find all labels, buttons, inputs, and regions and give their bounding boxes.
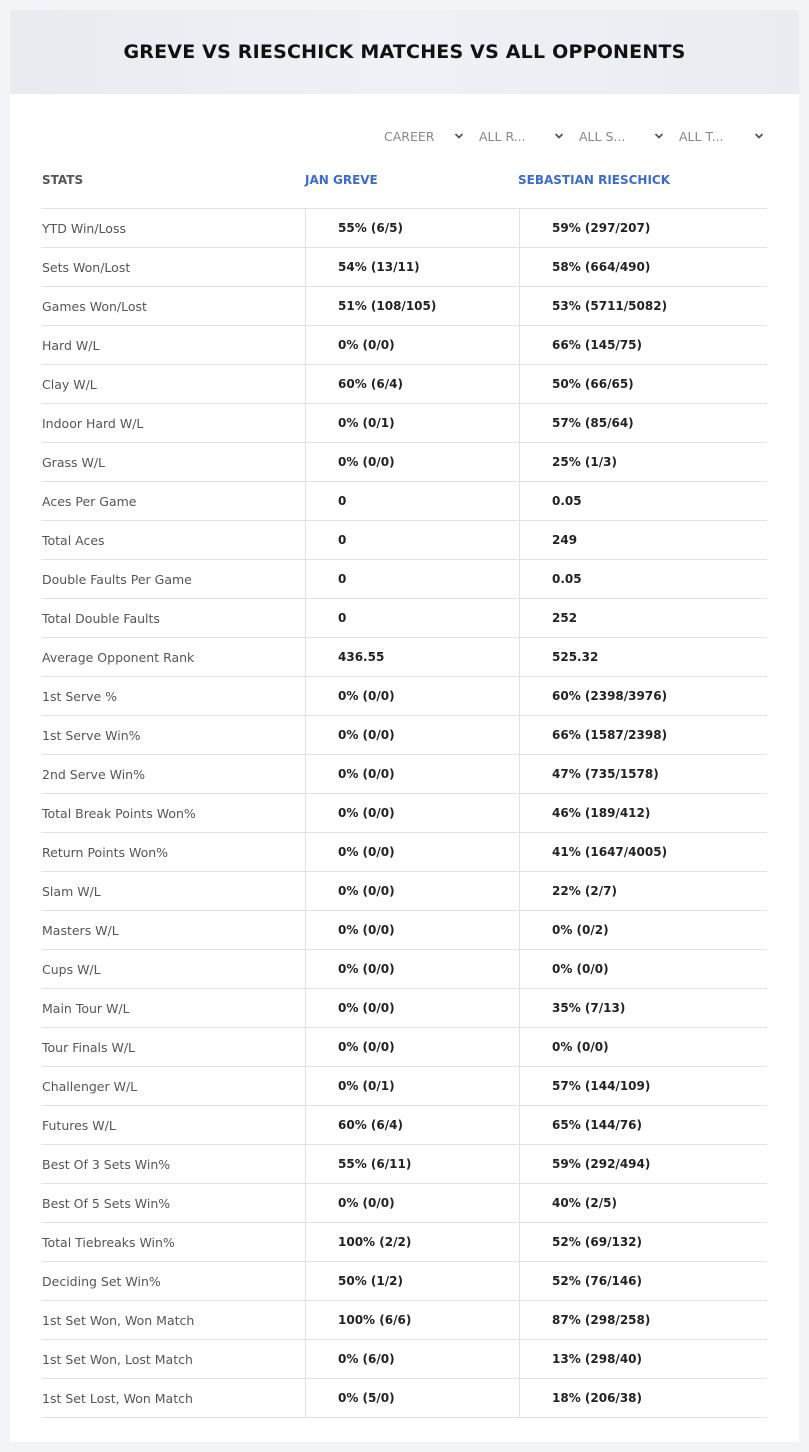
player2-value: 35% (7/13)	[519, 989, 767, 1028]
stat-label: Grass W/L	[42, 454, 106, 470]
stat-label: 1st Set Won, Won Match	[42, 1312, 195, 1328]
filter-bar	[10, 126, 799, 146]
player2-value: 53% (5711/5082)	[519, 287, 767, 326]
stat-label: Best Of 5 Sets Win%	[42, 1195, 171, 1211]
player1-value: 0	[305, 482, 519, 521]
player2-value: 0% (0/0)	[519, 1028, 767, 1067]
stat-label: Indoor Hard W/L	[42, 415, 144, 431]
table-row	[42, 560, 767, 599]
player1-value: 0	[305, 599, 519, 638]
player2-value: 66% (145/75)	[519, 326, 767, 365]
player1-value: 0% (0/0)	[305, 443, 519, 482]
column-header-player1-link[interactable]: JAN GREVE	[305, 173, 378, 187]
player2-value: 66% (1587/2398)	[519, 716, 767, 755]
stat-label: YTD Win/Loss	[42, 220, 126, 236]
stat-label: Total Double Faults	[42, 610, 160, 626]
page-title: GREVE VS RIESCHICK MATCHES VS ALL OPPONENTS	[123, 41, 686, 63]
table-row	[42, 287, 767, 326]
stats-card	[10, 10, 799, 1442]
filter-career-select[interactable]	[384, 126, 464, 146]
player2-value: 0.05	[519, 560, 767, 599]
table-row	[42, 1379, 767, 1418]
page-header	[10, 10, 799, 94]
stat-label: Games Won/Lost	[42, 298, 147, 314]
stat-label: Challenger W/L	[42, 1078, 138, 1094]
player2-value: 50% (66/65)	[519, 365, 767, 404]
player2-value: 249	[519, 521, 767, 560]
filter-surface-select[interactable]	[579, 126, 664, 146]
table-row	[42, 677, 767, 716]
player2-value: 52% (76/146)	[519, 1262, 767, 1301]
player1-value: 100% (2/2)	[305, 1223, 519, 1262]
player2-value: 47% (735/1578)	[519, 755, 767, 794]
table-row	[42, 1184, 767, 1223]
stat-label: Hard W/L	[42, 337, 100, 353]
player1-value: 436.55	[305, 638, 519, 677]
player1-value: 0% (5/0)	[305, 1379, 519, 1418]
player2-value: 60% (2398/3976)	[519, 677, 767, 716]
table-row	[42, 1106, 767, 1145]
stat-label: 1st Serve %	[42, 688, 118, 704]
player1-value: 0% (0/0)	[305, 911, 519, 950]
chevron-down-icon	[654, 131, 664, 141]
stat-label: Aces Per Game	[42, 493, 137, 509]
table-row	[42, 521, 767, 560]
table-row	[42, 716, 767, 755]
player1-value: 0% (0/0)	[305, 1028, 519, 1067]
table-row	[42, 443, 767, 482]
chevron-down-icon	[454, 131, 464, 141]
filter-label: ALL T...	[679, 128, 724, 144]
player2-value: 13% (298/40)	[519, 1340, 767, 1379]
player1-value: 0% (0/0)	[305, 872, 519, 911]
table-row	[42, 248, 767, 287]
table-row	[42, 326, 767, 365]
table-row	[42, 482, 767, 521]
filter-label: ALL S...	[579, 128, 626, 144]
table-row	[42, 1301, 767, 1340]
player1-value: 0	[305, 521, 519, 560]
stat-label: Masters W/L	[42, 922, 119, 938]
table-row	[42, 1145, 767, 1184]
player2-value: 0% (0/0)	[519, 950, 767, 989]
player2-value: 25% (1/3)	[519, 443, 767, 482]
player1-value: 0% (0/0)	[305, 833, 519, 872]
player1-value: 55% (6/11)	[305, 1145, 519, 1184]
player2-value: 252	[519, 599, 767, 638]
player1-value: 60% (6/4)	[305, 1106, 519, 1145]
player2-value: 87% (298/258)	[519, 1301, 767, 1340]
player1-value: 0% (0/1)	[305, 404, 519, 443]
stat-label: Best Of 3 Sets Win%	[42, 1156, 171, 1172]
player2-value: 41% (1647/4005)	[519, 833, 767, 872]
stat-label: Total Break Points Won%	[42, 805, 196, 821]
player1-value: 100% (6/6)	[305, 1301, 519, 1340]
player2-value: 65% (144/76)	[519, 1106, 767, 1145]
stat-label: Slam W/L	[42, 883, 101, 899]
player2-value: 525.32	[519, 638, 767, 677]
stat-label: 1st Set Won, Lost Match	[42, 1351, 193, 1367]
player1-value: 51% (108/105)	[305, 287, 519, 326]
table-row	[42, 1262, 767, 1301]
player2-value: 57% (144/109)	[519, 1067, 767, 1106]
table-row	[42, 365, 767, 404]
player2-value: 18% (206/38)	[519, 1379, 767, 1418]
stat-label: 1st Set Lost, Won Match	[42, 1390, 193, 1406]
stat-label: Futures W/L	[42, 1117, 116, 1133]
table-row	[42, 1067, 767, 1106]
table-row	[42, 989, 767, 1028]
stat-label: Clay W/L	[42, 376, 97, 392]
filter-label: CAREER	[384, 128, 435, 144]
stat-label: Cups W/L	[42, 961, 101, 977]
player1-value: 0% (0/0)	[305, 989, 519, 1028]
player2-value: 0.05	[519, 482, 767, 521]
table-row	[42, 755, 767, 794]
player2-value: 59% (297/207)	[519, 209, 767, 248]
table-row	[42, 1340, 767, 1379]
table-row	[42, 794, 767, 833]
table-row	[42, 404, 767, 443]
stat-label: Return Points Won%	[42, 844, 169, 860]
column-header-stats: STATS	[42, 173, 84, 187]
stats-table	[42, 208, 767, 1418]
table-row	[42, 1223, 767, 1262]
player1-value: 0% (0/0)	[305, 1184, 519, 1223]
stat-label: 2nd Serve Win%	[42, 766, 145, 782]
player2-value: 0% (0/2)	[519, 911, 767, 950]
stat-label: Average Opponent Rank	[42, 649, 195, 665]
player2-value: 40% (2/5)	[519, 1184, 767, 1223]
player1-value: 0% (0/0)	[305, 755, 519, 794]
player1-value: 0% (0/0)	[305, 716, 519, 755]
table-row	[42, 950, 767, 989]
table-row	[42, 209, 767, 248]
player2-value: 22% (2/7)	[519, 872, 767, 911]
player1-value: 0% (6/0)	[305, 1340, 519, 1379]
player2-value: 59% (292/494)	[519, 1145, 767, 1184]
player1-value: 54% (13/11)	[305, 248, 519, 287]
player1-value: 0% (0/0)	[305, 950, 519, 989]
table-row	[42, 638, 767, 677]
stat-label: Total Aces	[42, 532, 105, 548]
filter-round-select[interactable]	[479, 126, 564, 146]
stat-label: Deciding Set Win%	[42, 1273, 161, 1289]
table-row	[42, 872, 767, 911]
filter-label: ALL R...	[479, 128, 526, 144]
player2-value: 46% (189/412)	[519, 794, 767, 833]
player1-value: 0% (0/1)	[305, 1067, 519, 1106]
table-row	[42, 599, 767, 638]
chevron-down-icon	[754, 131, 764, 141]
stat-label: Total Tiebreaks Win%	[42, 1234, 175, 1250]
player1-value: 0% (0/0)	[305, 677, 519, 716]
stat-label: Sets Won/Lost	[42, 259, 131, 275]
player1-value: 50% (1/2)	[305, 1262, 519, 1301]
player1-value: 0% (0/0)	[305, 794, 519, 833]
player1-value: 55% (6/5)	[305, 209, 519, 248]
stat-label: 1st Serve Win%	[42, 727, 141, 743]
stat-label: Double Faults Per Game	[42, 571, 192, 587]
table-row	[42, 833, 767, 872]
player2-value: 57% (85/64)	[519, 404, 767, 443]
table-row	[42, 911, 767, 950]
stat-label: Main Tour W/L	[42, 1000, 130, 1016]
stat-label: Tour Finals W/L	[42, 1039, 136, 1055]
table-row	[42, 1028, 767, 1067]
chevron-down-icon	[554, 131, 564, 141]
player1-value: 0% (0/0)	[305, 326, 519, 365]
filter-tournament-select[interactable]	[679, 126, 764, 146]
player1-value: 60% (6/4)	[305, 365, 519, 404]
player1-value: 0	[305, 560, 519, 599]
player2-value: 58% (664/490)	[519, 248, 767, 287]
column-header-player2-link[interactable]: SEBASTIAN RIESCHICK	[518, 173, 671, 187]
player2-value: 52% (69/132)	[519, 1223, 767, 1262]
